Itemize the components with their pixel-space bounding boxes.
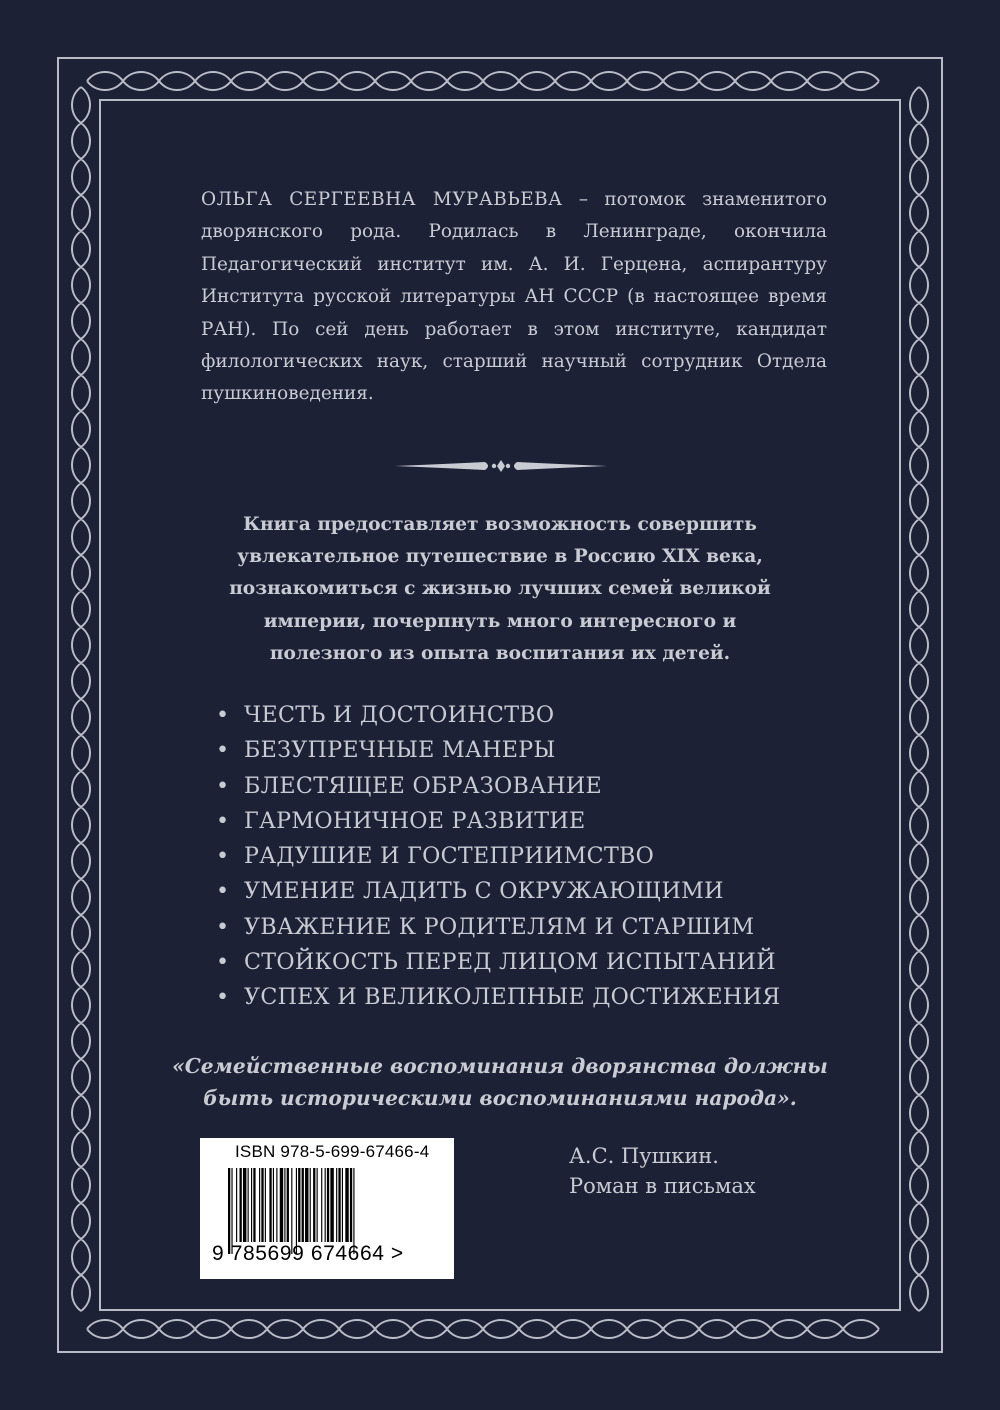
bullet-icon: • [216,878,230,905]
barcode-bar [313,1168,315,1242]
bullet-icon: • [216,949,230,976]
isbn-barcode-block [200,1138,454,1279]
barcode-bar [345,1168,348,1242]
bullet-icon: • [216,807,230,834]
barcode-bar [317,1168,318,1242]
barcode-bar [240,1168,242,1242]
attribution-author: А.С. Пушкин. [569,1144,719,1168]
barcode-bar [327,1168,329,1242]
barcode-bar [248,1168,249,1242]
barcode-bar [298,1168,300,1242]
list-item: • ЧЕСТЬ И ДОСТОИНСТВО [216,698,780,733]
barcode-bar [273,1168,274,1242]
attribution-work: Роман в письмах [569,1174,756,1198]
barcode-bar [280,1168,283,1242]
list-item: • ГАРМОНИЧНОЕ РАЗВИТИЕ [216,804,780,839]
description-line: познакомиться с жизнью лучших семей великой [229,578,771,600]
barcode-bar [310,1168,311,1242]
barcode-bar [243,1168,246,1242]
isbn-digits: 9 785699 674664 > [212,1242,404,1265]
book-description [150,509,850,670]
quote-line: быть историческими воспоминаниями народа». [203,1086,797,1110]
ornamental-divider-icon [395,457,607,475]
list-item: • БЛЕСТЯЩЕЕ ОБРАЗОВАНИЕ [216,769,780,804]
bullet-icon: • [216,913,230,940]
author-bio-text: – потомок знаменитого дворянского рода. Родилась в Ленинграде, окончила Педагогический институт им. А. И. Герцена, аспирантуру Института русской литературы АН СССР (в настоящее время РАН). По сей день работает в этом институте, кандидат филологических наук, старший научный сотрудник Отдела пушкиноведения. [201,189,827,405]
bullet-icon: • [216,984,230,1011]
quote-line: «Семейственные воспоминания дворянства должны [172,1054,828,1078]
author-bio [201,184,827,411]
list-item: • УВАЖЕНИЕ К РОДИТЕЛЯМ И СТАРШИМ [216,910,780,945]
author-name: ОЛЬГА СЕРГЕЕВНА МУРАВЬЕВА [201,189,563,210]
list-item: • УМЕНИЕ ЛАДИТЬ С ОКРУЖАЮЩИМИ [216,874,780,909]
barcode-bar [253,1168,255,1242]
list-item: • РАДУШИЕ И ГОСТЕПРИИМСТВО [216,839,780,874]
barcode-bar [321,1168,322,1242]
description-line: Книга предоставляет возможность совершить [243,514,757,535]
qualities-list [216,698,780,1016]
list-item: • БЕЗУПРЕЧНЫЕ МАНЕРЫ [216,733,780,768]
barcode-bar [259,1168,260,1242]
list-item: • СТОЙКОСТЬ ПЕРЕД ЛИЦОМ ИСПЫТАНИЙ [216,945,780,980]
barcode-bar [236,1168,237,1242]
barcode-bar [330,1168,333,1242]
bullet-icon: • [216,702,230,728]
list-item: • УСПЕХ И ВЕЛИКОЛЕПНЫЕ ДОСТИЖЕНИЯ [216,980,780,1015]
barcode-bar [269,1168,271,1242]
description-line: империи, почерпнуть много интересного и [263,610,737,632]
description-line: увлекательное путешествие в Россию XIX века, [237,546,763,568]
barcode-bar [350,1168,352,1242]
barcode-bar [336,1168,337,1242]
barcode-bar [287,1168,289,1242]
barcode-bar [338,1168,340,1242]
barcode-bar [325,1168,326,1242]
pushkin-quote [150,1050,850,1114]
barcode-bar [276,1168,277,1242]
bullet-icon: • [216,737,230,764]
barcode-bar [305,1168,308,1242]
bullet-icon: • [216,843,230,870]
description-line: полезного из опыта воспитания их детей. [269,642,731,664]
isbn-label: ISBN 978-5-699-67466-4 [235,1142,430,1161]
quote-attribution [569,1141,756,1201]
bullet-icon: • [216,772,230,799]
barcode-bar [284,1168,285,1242]
barcode-bar [302,1168,304,1242]
barcode-bar [265,1168,266,1242]
barcode-bar [251,1168,252,1242]
barcode-bar [342,1168,343,1242]
barcode-bar [261,1168,263,1242]
